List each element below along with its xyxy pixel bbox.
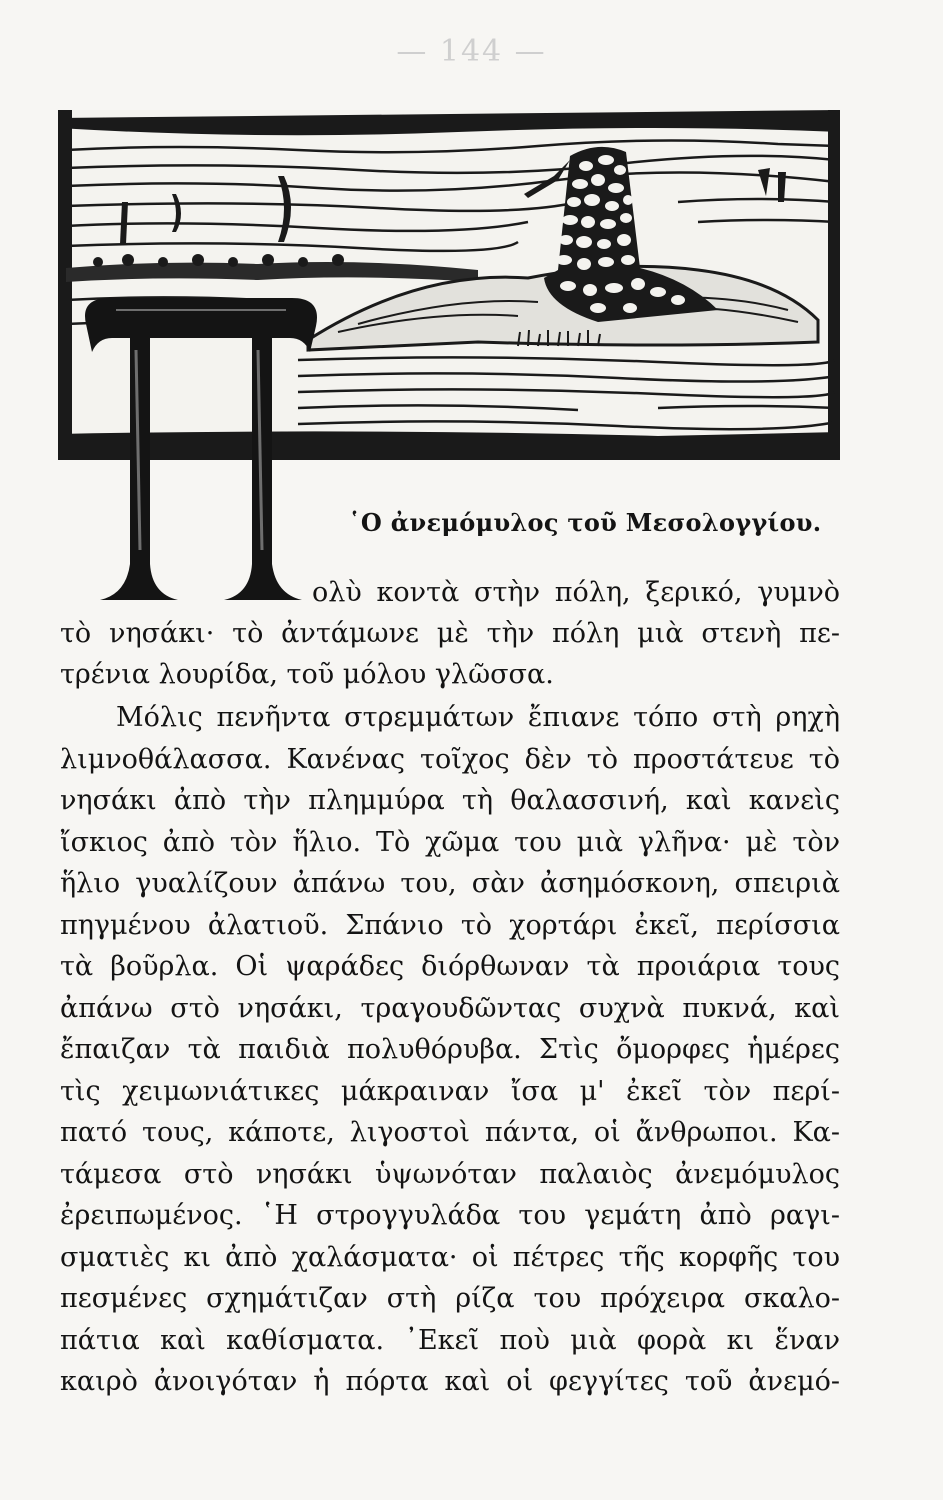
text-line: ἀπάνω στὸ νησάκι, τραγουδῶντας συχνὰ πυκνά, καὶ bbox=[60, 993, 840, 1024]
text-line: ἥλιο γυαλίζουν ἀπάνω του, σὰν ἀσημόσκονη, σπειριὰ bbox=[60, 868, 840, 899]
text-line: καιρὸ ἀνοιγόταν ἡ πόρτα καὶ οἱ φεγγίτες τοῦ ἀνεμό- bbox=[60, 1366, 840, 1397]
text-line: πεσμένες σχημάτιζαν στὴ ρίζα του πρόχειρα σκαλο- bbox=[60, 1283, 840, 1314]
drop-cap-letter bbox=[76, 294, 326, 610]
text-line: τάμεσα στὸ νησάκι ὑψωνόταν παλαιὸς ἀνεμόμυλος bbox=[60, 1159, 840, 1190]
text-line: ἴσκιος ἀπὸ τὸν ἥλιο. Τὸ χῶμα του μιὰ γλῆνα· μὲ τὸν bbox=[60, 827, 840, 858]
text-line: ολὺ κοντὰ στὴν πόλη, ξερικό, γυμνὸ bbox=[312, 577, 840, 608]
text-line: ἔπαιζαν τὰ παιδιὰ πολυθόρυβα. Στὶς ὄμορφες ἡμέρες bbox=[60, 1034, 840, 1065]
page-number: — 144 — bbox=[396, 34, 547, 69]
text-line: λιμνοθάλασσα. Κανένας τοῖχος δὲν τὸ προστάτευε τὸ bbox=[60, 744, 840, 775]
text-line: τὰ βοῦρλα. Οἱ ψαράδες διόρθωναν τὰ προιάρια τους bbox=[60, 951, 840, 982]
text-line: πατό τους, κάποτε, λιγοστοὶ πάντα, οἱ ἄνθρωποι. Κα- bbox=[60, 1117, 840, 1148]
text-line: ἐρειπωμένος. ῾Η στρογγυλάδα του γεμάτη ἀπὸ ραγι- bbox=[60, 1200, 840, 1231]
text-line: νησάκι ἀπὸ τὴν πλημμύρα τὴ θαλασσινή, καὶ κανεὶς bbox=[60, 785, 840, 816]
text-line: τὸ νησάκι· τὸ ἀντάμωνε μὲ τὴν πόλη μιὰ στενὴ πε- bbox=[60, 618, 840, 649]
text-line: τρένια λουρίδα, τοῦ μόλου γλῶσσα. bbox=[60, 659, 554, 690]
text-line: τὶς χειμωνιάτικες μάκραιναν ἴσα μ' ἐκεῖ τὸν περί- bbox=[60, 1076, 840, 1107]
text-line: σματιὲς κι ἀπὸ χαλάσματα· οἱ πέτρες τῆς κορφῆς του bbox=[60, 1242, 840, 1273]
text-line: Μόλις πενῆντα στρεμμάτων ἔπιανε τόπο στὴ ρηχὴ bbox=[116, 702, 840, 733]
text-line: πάτια καὶ καθίσματα. ᾿Εκεῖ ποὺ μιὰ φορὰ κι ἕναν bbox=[60, 1325, 840, 1356]
figure-caption: ῾Ο ἀνεμόμυλος τοῦ Μεσολογγίου. bbox=[348, 508, 822, 537]
text-line: πηγμένου ἀλατιοῦ. Σπάνιο τὸ χορτάρι ἐκεῖ, περίσσια bbox=[60, 910, 840, 941]
